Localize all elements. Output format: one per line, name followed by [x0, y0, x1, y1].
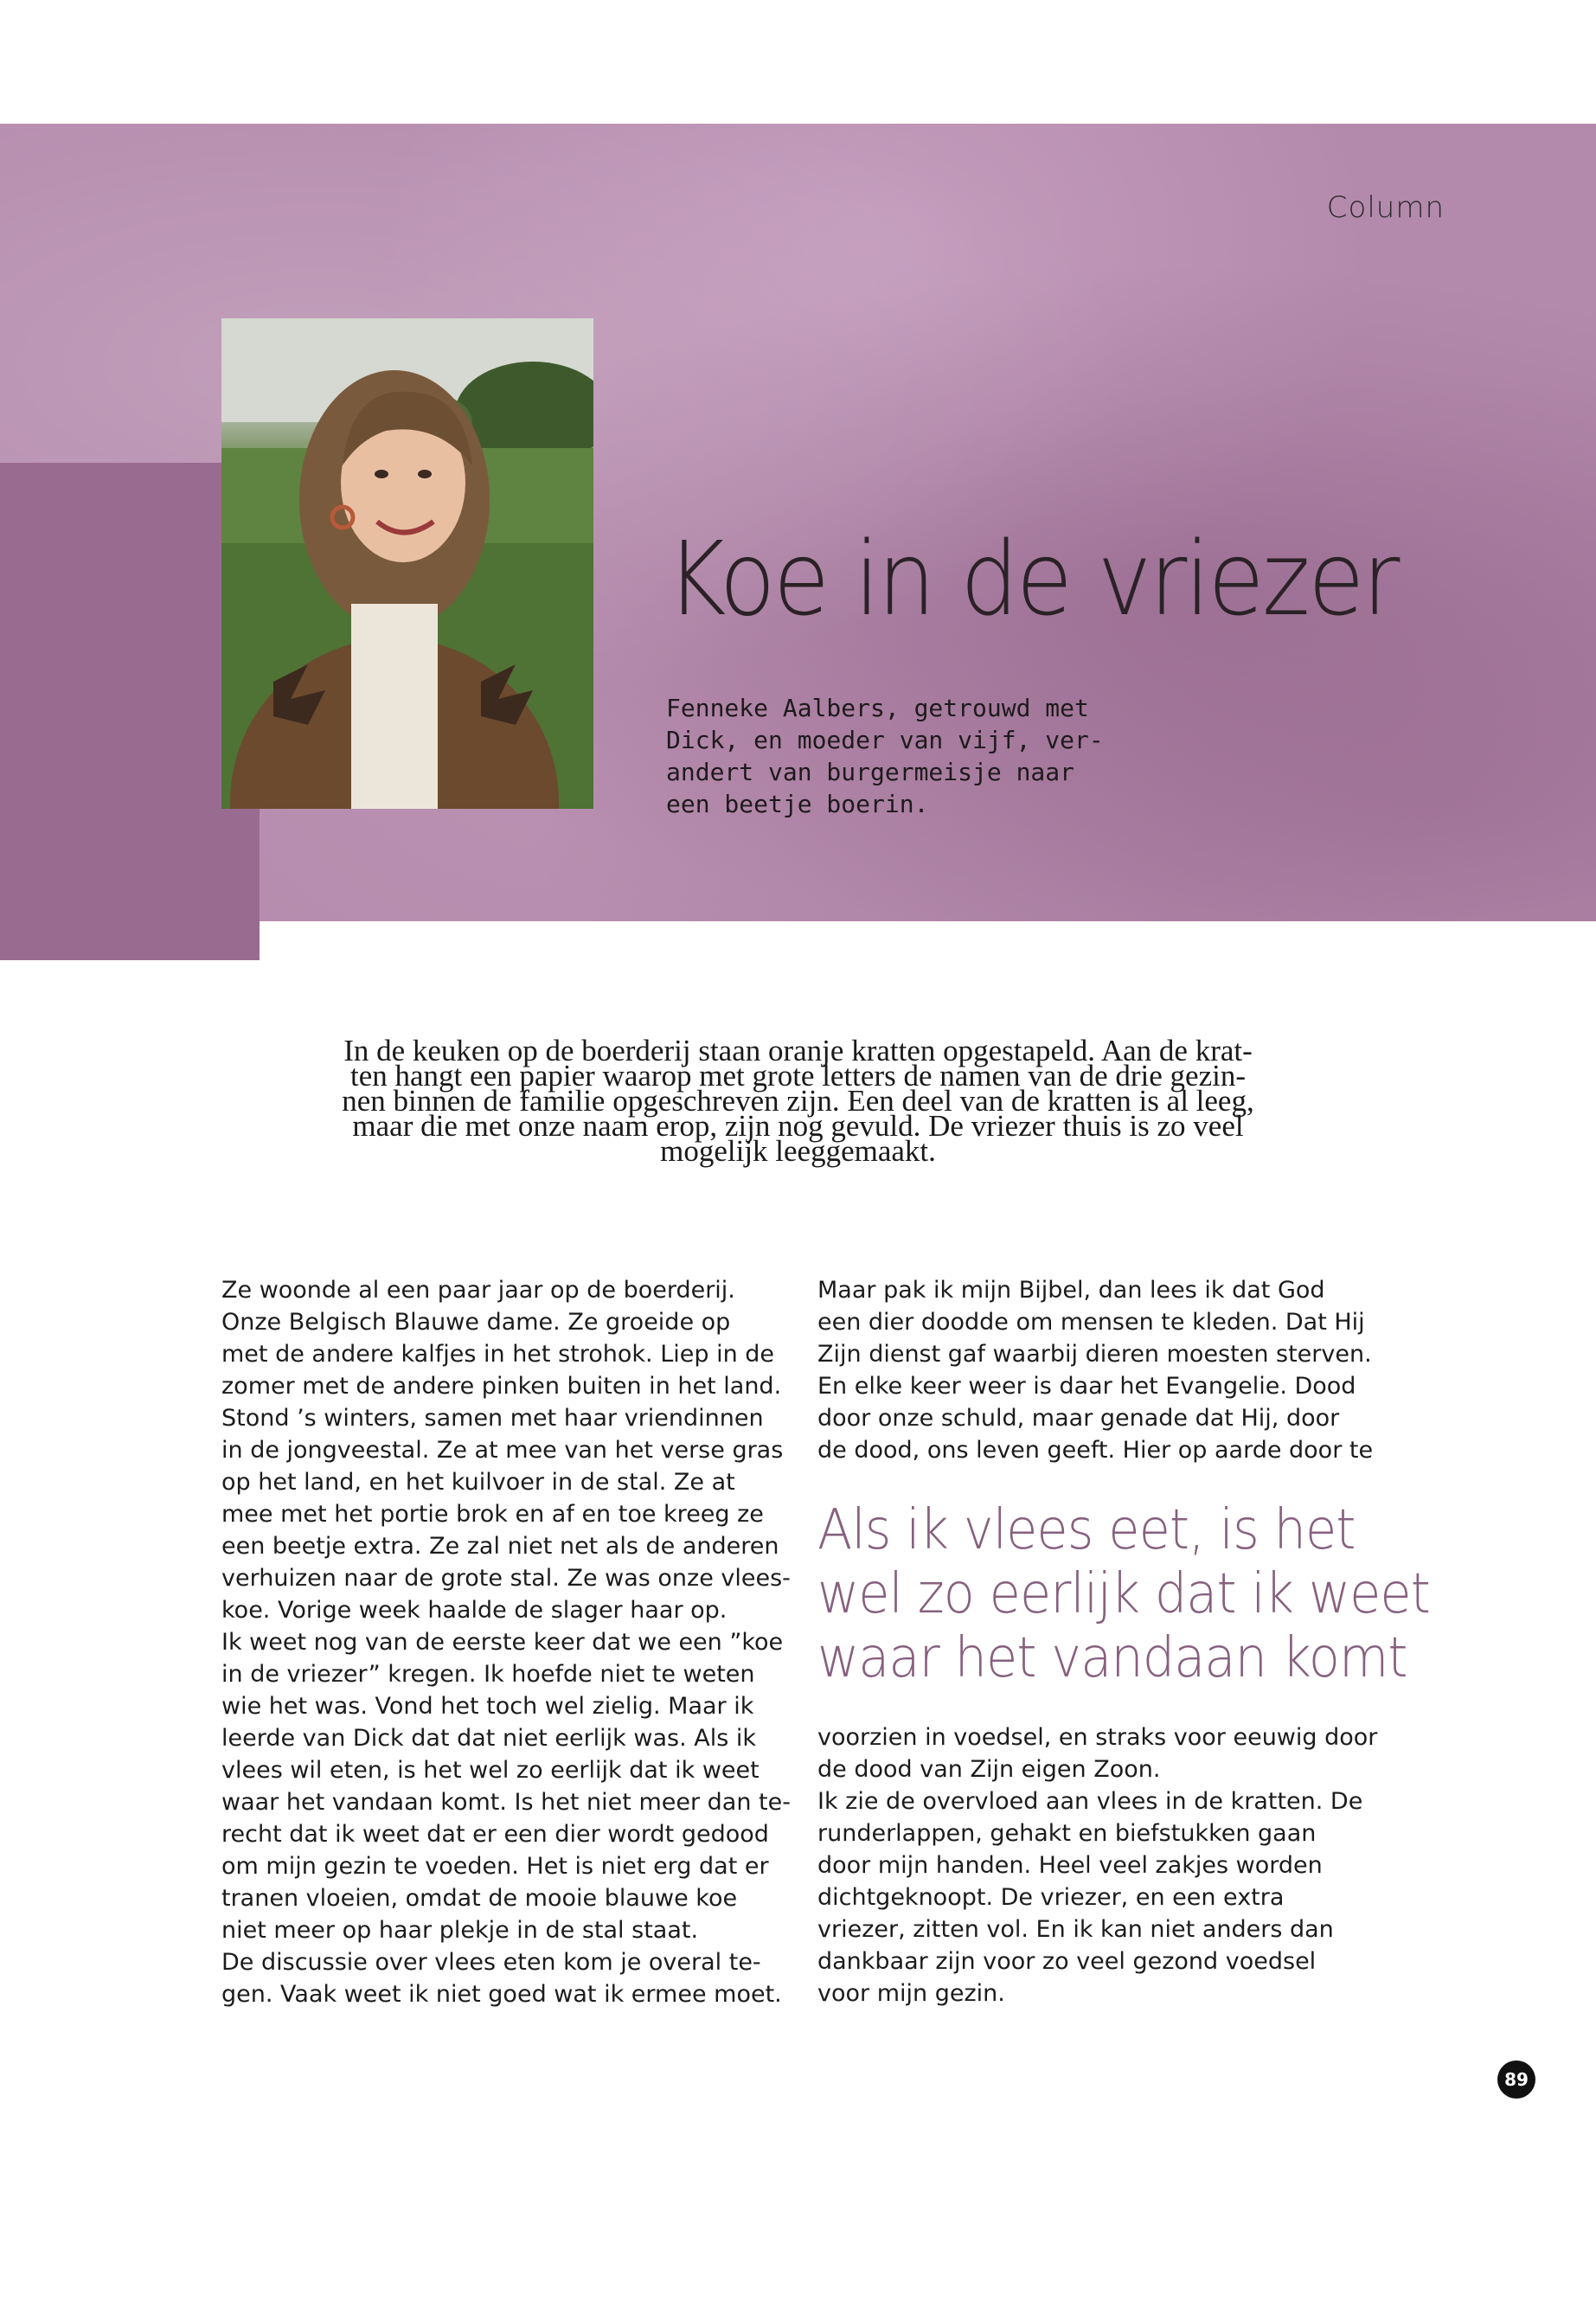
body-line: de dood van Zijn eigen Zoon. [817, 1756, 1161, 1783]
body-line: voorzien in voedsel, en straks voor eeuwig door [817, 1724, 1378, 1751]
article-title: Koe in de vriezer [666, 519, 1398, 638]
body-line: niet meer op haar plekje in de stal staat. [221, 1917, 699, 1944]
body-line: om mijn gezin te voeden. Het is niet erg dat er [221, 1853, 769, 1880]
subtitle-line: Fenneke Aalbers, getrouwd met [666, 694, 1089, 722]
accent-block [0, 463, 260, 960]
body-line: koe. Vorige week haalde de slager haar op. [221, 1597, 727, 1624]
article-subtitle [666, 692, 1202, 820]
body-line: met de andere kalfjes in het strohok. Liep in de [221, 1341, 775, 1368]
pull-quote [817, 1498, 1430, 1690]
body-line: een dier doodde om mensen te kleden. Dat Hij [817, 1309, 1365, 1336]
body-line: recht dat ik weet dat er een dier wordt gedood [221, 1821, 769, 1848]
body-line: Ik zie de overvloed aan vlees in de kratten. De [817, 1788, 1363, 1815]
lead-line: mogelijk leeggemaakt. [660, 1134, 936, 1168]
body-line: in de jongveestal. Ze at mee van het verse gras [221, 1437, 784, 1464]
lead-line: In de keuken op de boerderij staan oranje kratten opgestapeld. Aan de krat- [343, 1034, 1253, 1067]
body-line: runderlappen, gehakt en biefstukken gaan [817, 1820, 1317, 1847]
body-line: Zijn dienst gaf waarbij dieren moesten sterven. [817, 1341, 1372, 1368]
body-line: op het land, en het kuilvoer in de stal. Ze at [221, 1469, 735, 1496]
section-label: Column [1326, 190, 1445, 225]
body-line: zomer met de andere pinken buiten in het land. [221, 1373, 782, 1400]
lead-paragraph [251, 1034, 1345, 1168]
body-line: de dood, ons leven geeft. Hier op aarde door te [817, 1437, 1374, 1464]
body-line: En elke keer weer is daar het Evangelie. Dood [817, 1373, 1356, 1400]
subtitle-line: andert van burgermeisje naar [666, 758, 1075, 786]
body-line: door onze schuld, maar genade dat Hij, door [817, 1405, 1340, 1432]
body-column-right-top [817, 1274, 1388, 1466]
body-line: Ze woonde al een paar jaar op de boerderij. [221, 1277, 735, 1304]
body-line: De discussie over vlees eten kom je overal te- [221, 1949, 761, 1976]
author-photo [221, 318, 593, 809]
subtitle-line: Dick, en moeder van vijf, ver- [666, 726, 1104, 754]
body-line: wie het was. Vond het toch wel zielig. Maar ik [221, 1693, 754, 1720]
pull-quote-line: waar het vandaan komt [817, 1626, 1407, 1690]
body-line: een beetje extra. Ze zal niet net als de anderen [221, 1533, 779, 1560]
lead-line: ten hangt een papier waarop met grote letters de namen van de drie gezin- [350, 1059, 1246, 1093]
page-number-badge: 89 [1497, 2061, 1535, 2099]
body-column-left [221, 1274, 792, 2010]
lead-line: maar die met onze naam erop, zijn nog gevuld. De vriezer thuis is zo veel [352, 1109, 1244, 1143]
body-line: gen. Vaak weet ik niet goed wat ik ermee moet. [221, 1981, 782, 2008]
body-line: voor mijn gezin. [817, 1980, 1005, 2007]
body-line: Onze Belgisch Blauwe dame. Ze groeide op [221, 1309, 731, 1336]
body-column-right-bottom [817, 1721, 1388, 2009]
body-line: in de vriezer” kregen. Ik hoefde niet te weten [221, 1661, 755, 1688]
body-line: vlees wil eten, is het wel zo eerlijk dat ik weet [221, 1757, 760, 1784]
body-line: tranen vloeien, omdat de mooie blauwe koe [221, 1885, 738, 1912]
subtitle-line: een beetje boerin. [666, 790, 929, 818]
body-line: leerde van Dick dat dat niet eerlijk was. Als ik [221, 1725, 757, 1752]
pull-quote-line: wel zo eerlijk dat ik weet [817, 1562, 1430, 1626]
body-line: mee met het portie brok en af en toe kreeg ze [221, 1501, 764, 1528]
body-line: door mijn handen. Heel veel zakjes worden [817, 1852, 1323, 1879]
body-line: Stond ’s winters, samen met haar vriendinnen [221, 1405, 764, 1432]
body-line: vriezer, zitten vol. En ik kan niet anders dan [817, 1916, 1334, 1943]
lead-line: nen binnen de familie opgeschreven zijn. Een deel van de kratten is al leeg, [342, 1084, 1254, 1118]
body-line: Maar pak ik mijn Bijbel, dan lees ik dat God [817, 1277, 1325, 1304]
body-line: waar het vandaan komt. Is het niet meer dan te- [221, 1789, 791, 1816]
body-line: verhuizen naar de grote stal. Ze was onze vlees- [221, 1565, 791, 1592]
body-line: dichtgeknoopt. De vriezer, en een extra [817, 1884, 1285, 1911]
body-line: dankbaar zijn voor zo veel gezond voedsel [817, 1948, 1317, 1975]
pull-quote-line: Als ik vlees eet, is het [817, 1498, 1356, 1562]
body-line: Ik weet nog van de eerste keer dat we een ”koe [221, 1629, 784, 1656]
